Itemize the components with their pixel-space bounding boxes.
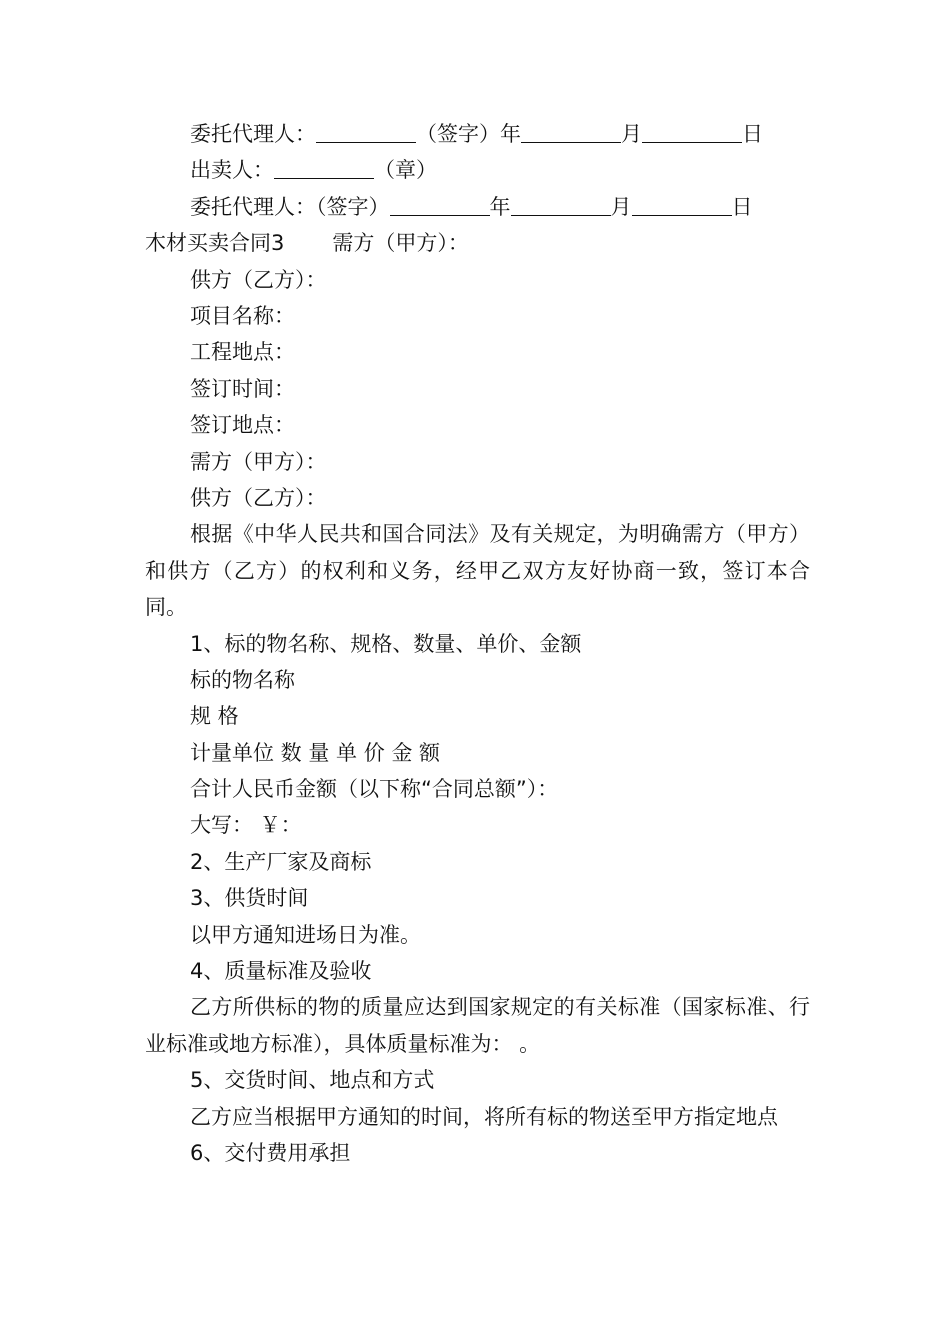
item-name-label: 标的物名称 (190, 667, 295, 692)
sign-place-field: 签订地点： (190, 413, 295, 438)
month-label: 月 (621, 122, 642, 146)
year-blank (390, 194, 490, 216)
seal-note: （章） (374, 158, 437, 183)
agent-label: 委托代理人： (190, 194, 316, 219)
supplier-field: 供方（乙方）： (190, 485, 327, 510)
day-blank (632, 194, 732, 216)
table-columns-label: 计量单位 数 量 单 价 金 额 (190, 740, 441, 765)
section-2-title: 2、生产厂家及商标 (190, 849, 372, 874)
agent-signature-line-2 (145, 189, 825, 225)
section-5-text: 乙方应当根据甲方通知的时间，将所有标的物送至甲方指定地点 (190, 1104, 778, 1129)
day-blank (642, 121, 742, 143)
contract-title: 木材买卖合同3 (145, 231, 285, 256)
month-blank (521, 121, 621, 143)
section-3-text: 以甲方通知进场日为准。 (190, 922, 421, 947)
preamble-paragraph: 根据《中华人民共和国合同法》及有关规定，为明确需方（甲方）和供方（乙方）的权利和义务，经甲乙双方友好协商一致，签订本合同。 (145, 522, 810, 620)
day-label: 日 (731, 194, 753, 219)
buyer-field: 需方（甲方）： (190, 449, 327, 474)
amount-in-words-label: 大写： ￥： (190, 813, 302, 838)
seller-signature-line (145, 152, 825, 188)
month-blank (511, 194, 611, 216)
buyer-field: 需方（甲方）： (332, 231, 469, 256)
agent-name-blank (316, 121, 416, 143)
contract-heading-line (145, 225, 825, 261)
seller-label: 出卖人： (190, 158, 274, 183)
section-3-title: 3、供货时间 (190, 886, 309, 911)
section-4-title: 4、质量标准及验收 (190, 959, 372, 984)
spec-label: 规 格 (190, 704, 239, 729)
year-label: 年 (489, 194, 511, 219)
agent-signature-line-1 (145, 116, 825, 152)
supplier-field: 供方（乙方）： (190, 267, 327, 292)
section-4-text: 乙方所供标的物的质量应达到国家规定的有关标准（国家标准、行业标准或地方标准），具体质量标准为： 。 (145, 995, 810, 1056)
site-field: 工程地点： (190, 340, 295, 365)
section-6-title: 6、交付费用承担 (190, 1141, 351, 1166)
day-label: 日 (742, 122, 763, 146)
project-name-field: 项目名称： (190, 303, 295, 328)
agent-label: 委托代理人： (190, 122, 316, 146)
sign-time-field: 签订时间： (190, 376, 295, 401)
document-body (145, 116, 825, 1171)
signed-note: （签字） (416, 122, 500, 146)
section-1-title: 1、标的物名称、规格、数量、单价、金额 (190, 631, 582, 656)
month-label: 月 (610, 194, 632, 219)
signed-note: （签字） (316, 194, 390, 219)
year-label: 年 (500, 122, 521, 146)
total-amount-label: 合计人民币金额（以下称“合同总额”）： (190, 777, 559, 802)
section-5-title: 5、交货时间、地点和方式 (190, 1068, 435, 1093)
seller-name-blank (274, 157, 374, 179)
